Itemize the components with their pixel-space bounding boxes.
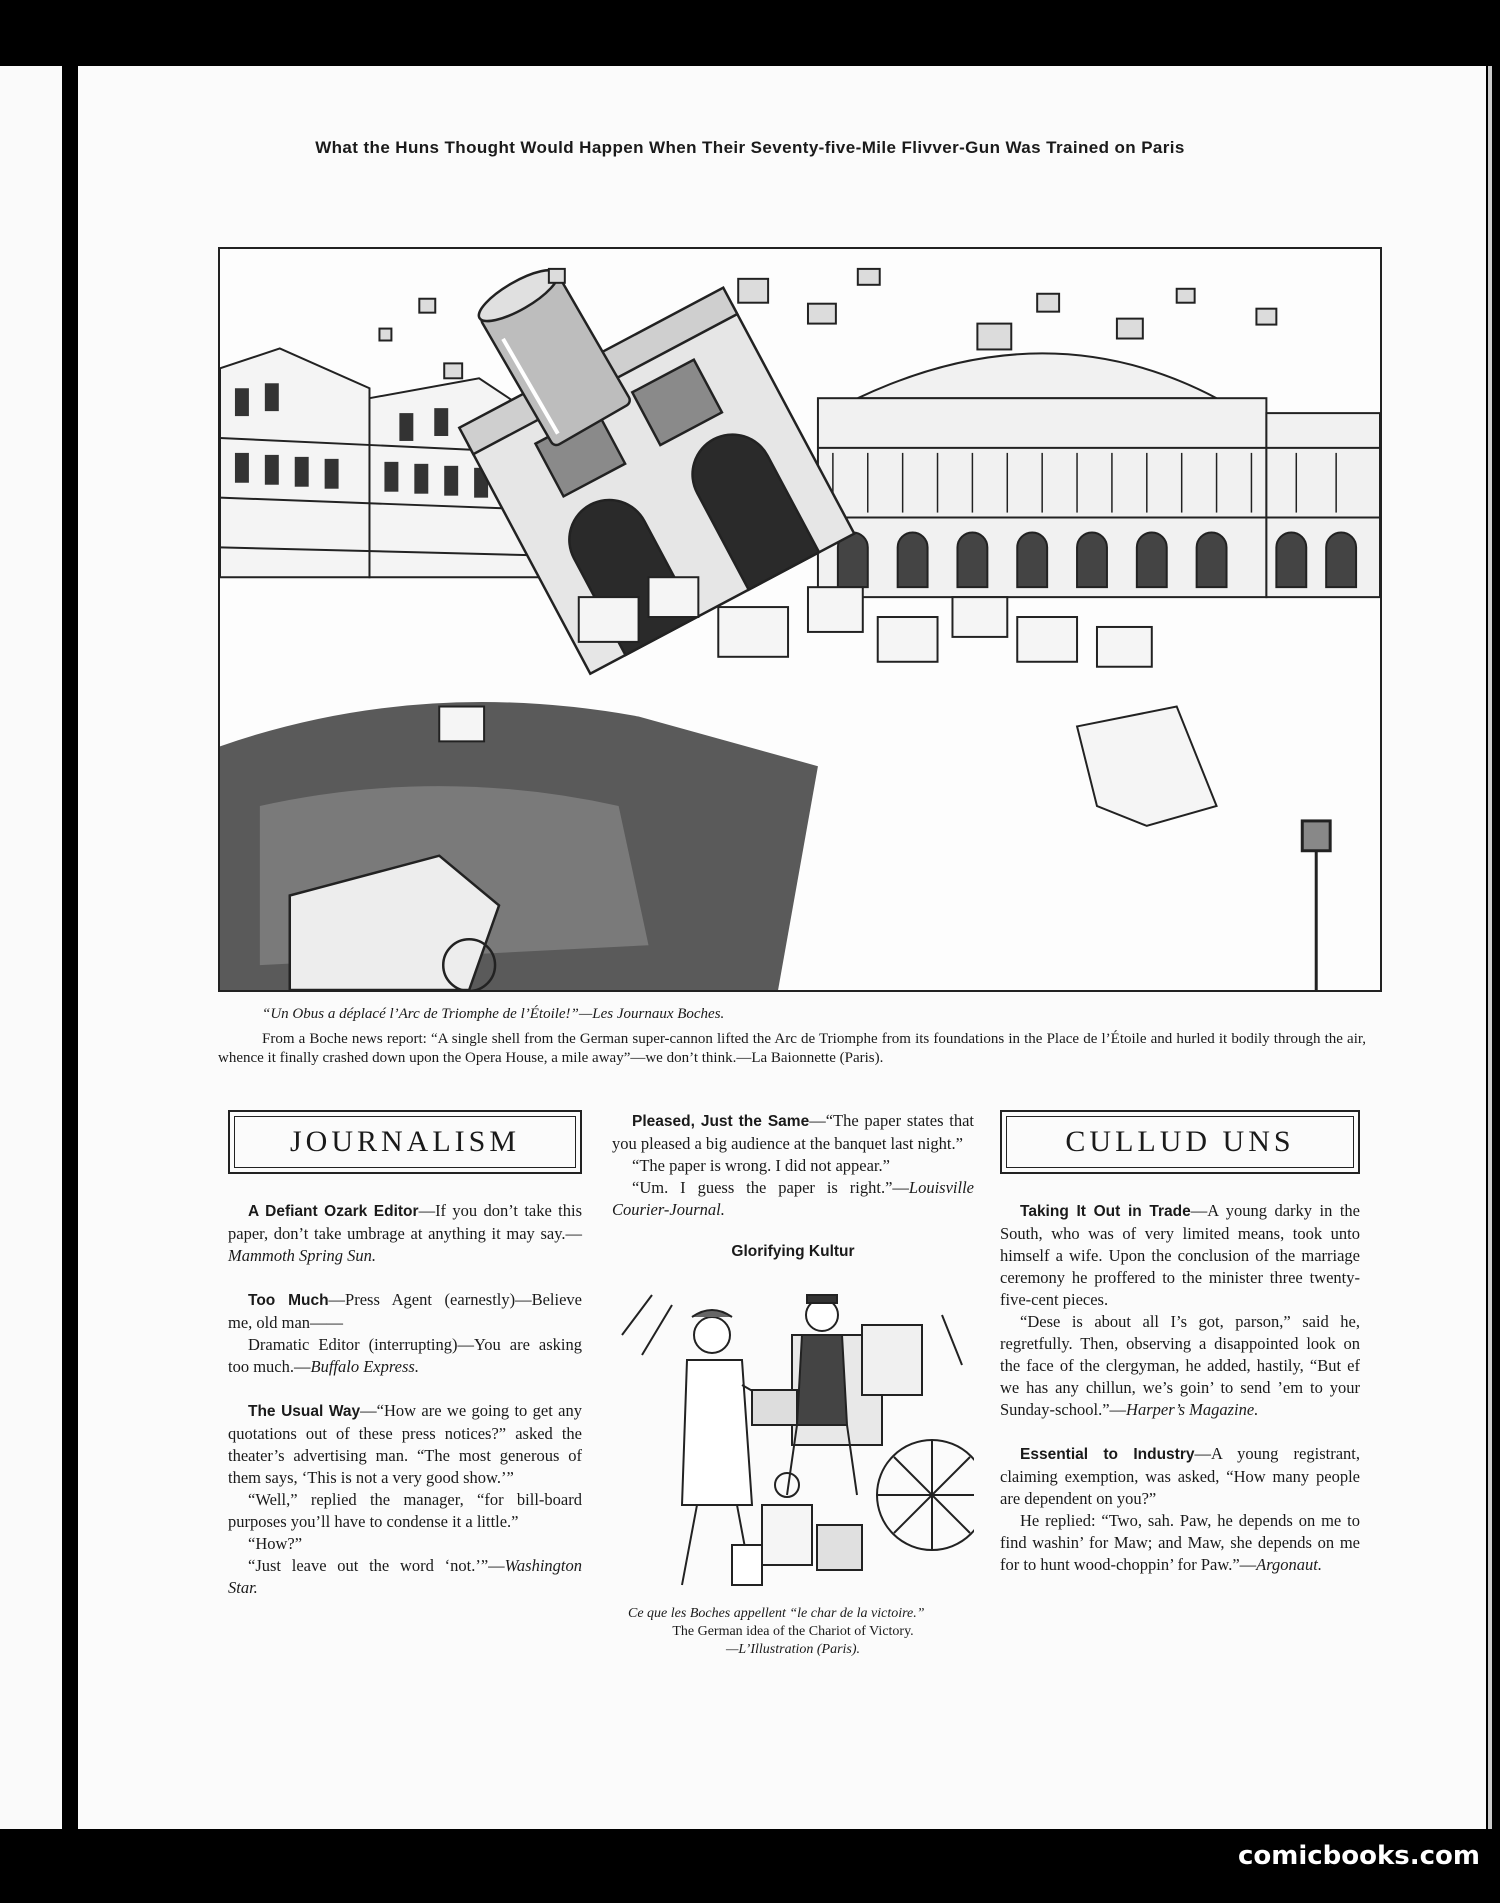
joke-text: —“How are we going to get any quotations out of these press notices?” asked the theater’s advertising man. “The most generous of them says, ‘This is not a very good show.’” bbox=[228, 1401, 582, 1487]
joke-text: Dramatic Editor (interrupting)—You are asking too much.— bbox=[228, 1335, 582, 1376]
joke-source: Mammoth Spring Sun. bbox=[228, 1246, 377, 1265]
joke-heading: The Usual Way bbox=[248, 1403, 361, 1420]
joke-text: “Just leave out the word ‘not.’”— bbox=[248, 1556, 505, 1575]
joke-usual-way-line: “How?” bbox=[248, 1534, 303, 1553]
sketch-title: Glorifying Kultur bbox=[731, 1243, 855, 1260]
joke-text: —“The paper states that you pleased a big audience at the banquet last night.” bbox=[612, 1111, 974, 1153]
joke-heading: Too Much bbox=[248, 1292, 329, 1309]
joke-essential bbox=[1000, 1443, 1360, 1510]
joke-pleased-line: “The paper is wrong. I did not appear.” bbox=[632, 1156, 890, 1175]
joke-heading: Essential to Industry bbox=[1020, 1446, 1195, 1463]
joke-text: —Press Agent (earnestly)—Believe me, old man—— bbox=[228, 1290, 582, 1332]
joke-usual-way-end bbox=[228, 1555, 582, 1599]
joke-ozark-editor bbox=[228, 1200, 582, 1267]
joke-essential-end bbox=[1000, 1510, 1360, 1576]
journalism-title: JOURNALISM bbox=[234, 1116, 576, 1168]
joke-text: “Um. I guess the paper is right.”— bbox=[632, 1178, 909, 1197]
joke-heading: Taking It Out in Trade bbox=[1020, 1203, 1191, 1220]
cullud-uns-column bbox=[1000, 1110, 1360, 1576]
cullud-uns-title: CULLUD UNS bbox=[1006, 1116, 1354, 1168]
joke-heading: Pleased, Just the Same bbox=[632, 1113, 810, 1130]
sketch-caption-source: —L’Illustration (Paris). bbox=[725, 1642, 861, 1657]
journalism-column bbox=[228, 1110, 582, 1599]
joke-source: Harper’s Magazine. bbox=[1126, 1400, 1259, 1419]
joke-text: —A young registrant, claiming exemption, was asked, “How many people are dependent on you?” bbox=[1000, 1444, 1360, 1508]
middle-column bbox=[612, 1110, 974, 1659]
joke-source: Argonaut. bbox=[1256, 1555, 1323, 1574]
page-headline: What the Huns Thought Would Happen When Their Seventy-five-Mile Flivver-Gun Was Trained on Paris bbox=[315, 138, 1185, 157]
joke-taking-it-out-end bbox=[1000, 1311, 1360, 1421]
opera-arches bbox=[838, 532, 1356, 587]
chariot-sketch bbox=[612, 1275, 974, 1605]
arc-de-triomphe-cartoon bbox=[220, 249, 1380, 990]
caption-english: From a Boche news report: “A single shell from the German super-cannon lifted the Arc de Triomphe from its foundations in the Place de l’Étoile and hurled it bodily through the air, whence it finally crashed down upon the Opera House, a mile away”—we don’t think.—La Baionnette (Paris). bbox=[218, 1031, 1366, 1066]
joke-text: —A young darky in the South, who was of very limited means, took unto himself a wife. Upon the conclusion of the marriage ceremony he proffered to the minister three twenty-five-cent pieces. bbox=[1000, 1201, 1360, 1309]
joke-source: Buffalo Express. bbox=[310, 1357, 419, 1376]
joke-pleased-end bbox=[612, 1177, 974, 1221]
joke-source: Washington Star. bbox=[228, 1556, 582, 1597]
joke-text: “Dese is about all I’s got, parson,” said he, regretfully. Then, observing a disappointed look on the face of the clergyman, he added, hastily, “But ef we has any chillun, we’s goin’ to send ’em to your Sunday-school.”— bbox=[1000, 1312, 1360, 1419]
joke-pleased bbox=[612, 1110, 974, 1155]
sketch-caption-english: The German idea of the Chariot of Victory. bbox=[672, 1624, 914, 1639]
joke-too-much bbox=[228, 1289, 582, 1334]
joke-usual-way bbox=[228, 1400, 582, 1489]
page-edge-shadow bbox=[1488, 66, 1492, 1829]
cullud-uns-title-box bbox=[1000, 1110, 1360, 1174]
joke-source: Louisville Courier-Journal. bbox=[612, 1178, 974, 1219]
joke-text: —If you don’t take this paper, don’t take umbrage at anything it may say.— bbox=[228, 1201, 582, 1243]
site-watermark: comicbooks.com bbox=[1237, 1841, 1480, 1871]
joke-heading: A Defiant Ozark Editor bbox=[248, 1203, 419, 1220]
caption-french: “Un Obus a déplacé l’Arc de Triomphe de l’Étoile!”—Les Journaux Boches. bbox=[262, 1006, 725, 1022]
joke-taking-it-out bbox=[1000, 1200, 1360, 1311]
sketch-caption-french: Ce que les Boches appellent “le char de la victoire.” bbox=[628, 1606, 925, 1621]
joke-text: He replied: “Two, sah. Paw, he depends on me to find washin’ for Maw; and Maw, she depends on me for to hunt wood-choppin’ for Paw.”— bbox=[1000, 1511, 1360, 1574]
cartoon-illustration bbox=[218, 247, 1382, 992]
joke-too-much-reply bbox=[228, 1334, 582, 1378]
joke-usual-way-line: “Well,” replied the manager, “for bill-board purposes you’ll have to condense it a little.” bbox=[228, 1490, 582, 1531]
journalism-title-box bbox=[228, 1110, 582, 1174]
previous-page-edge bbox=[0, 66, 62, 1829]
